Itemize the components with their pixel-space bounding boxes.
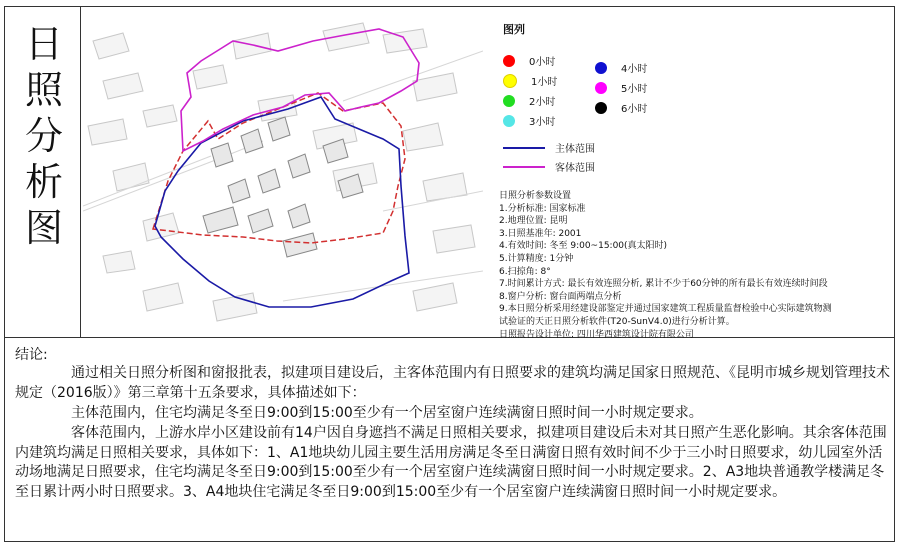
legend-panel — [499, 15, 889, 340]
building-shape — [211, 143, 233, 167]
legend-item-0h — [503, 53, 555, 68]
legend-label: 1小时 — [531, 77, 558, 88]
legend-label: 主体范围 — [555, 144, 595, 155]
legend-label: 2小时 — [529, 97, 556, 108]
legend-title: 图列 — [503, 23, 525, 36]
site-plan-map — [83, 11, 483, 333]
guest-range-boundary — [181, 29, 419, 151]
legend-item-4h — [595, 60, 647, 75]
building-shape — [143, 105, 177, 127]
param-item: 3.日照基准年: 2001 — [499, 228, 582, 239]
building-shape — [268, 117, 290, 141]
color-dot-icon — [595, 82, 607, 94]
title-char: 分 — [24, 114, 63, 158]
title-column — [5, 7, 81, 337]
building-shape — [103, 251, 135, 273]
building-shape — [413, 73, 457, 101]
conclusion-heading: 结论: — [15, 347, 48, 363]
title-char: 日 — [24, 22, 63, 66]
building-shape — [323, 23, 369, 51]
conclusion-paragraph: 客体范围内，上游水岸小区建设前有14户因自身遮挡不满足日照相关要求，拟建项目建设后未对其日照产生恶化影响。其余客体范围内建筑均满足日照相关要求，具体如下：1、A1地块幼儿园主要生活用房满足冬至日满窗日照有效时间不少于三小时日照要求，幼儿园室外活动场地满足日照要求，住宅均满足冬至日9:00到15:00至少有一个居室窗户连续满窗日照时间一小时规定要求。2、A3地块普通教学楼满足冬至日累计两小时日照要求。3、A4地块住宅满足冬至日9:00到15:00至少有一个居室窗户连续满窗日照时间一小时规定要求。 — [15, 425, 887, 500]
analysis-parameters — [499, 190, 894, 341]
params-heading: 日照分析参数设置 — [499, 191, 572, 201]
building-shape — [403, 123, 443, 151]
building-shape — [248, 209, 273, 233]
legend-label: 6小时 — [621, 104, 648, 115]
legend-item-6h — [595, 100, 647, 115]
building-shape — [288, 204, 310, 228]
legend-item-guest-range — [503, 159, 595, 174]
building-shape — [143, 283, 183, 311]
building-shape — [433, 225, 475, 253]
color-dot-icon — [503, 115, 515, 127]
title-char: 照 — [24, 68, 63, 112]
building-shape — [88, 119, 127, 145]
building-shape — [233, 33, 271, 59]
road-line — [83, 156, 211, 206]
conclusion-section — [5, 338, 894, 541]
param-item: 7.时间累计方式: 最长有效连照分析, 累计不少于60分钟的所有最长有效连续时间段 — [499, 279, 828, 290]
legend-item-3h — [503, 113, 555, 128]
building-shape — [288, 154, 310, 178]
param-item: 8.窗户分析: 窗台面两端点分析 — [499, 291, 622, 302]
building-shape — [241, 129, 263, 153]
building-shape — [203, 207, 238, 233]
road-line — [343, 51, 483, 101]
building-shape — [103, 73, 143, 99]
color-dot-icon — [503, 95, 515, 107]
legend-label: 客体范围 — [555, 163, 595, 174]
param-item: 6.扫掠角: 8° — [499, 266, 551, 277]
param-item: 9.本日照分析采用经建设部鉴定并通过国家建筑工程质量监督检验中心实际建筑物测 — [499, 304, 832, 315]
building-shape — [93, 33, 129, 59]
building-shape — [283, 233, 317, 257]
legend-label: 5小时 — [621, 84, 648, 95]
top-section — [5, 7, 894, 338]
title-char: 析 — [24, 160, 63, 204]
legend-label: 3小时 — [529, 117, 556, 128]
param-item: 日照报告设计单位: 四川华西建筑设计院有限公司 — [499, 329, 694, 340]
building-shape — [258, 169, 280, 193]
param-item: 5.计算精度: 1分钟 — [499, 253, 574, 264]
conclusion-paragraph: 通过相关日照分析图和窗报批表，拟建项目建设后，主客体范围内有日照要求的建筑均满足国家日照规范、《昆明市城乡规划管理技术规定（2016版）》第三章第十五条要求，具体描述如下： — [15, 365, 890, 401]
legend-item-main-range — [503, 140, 595, 155]
legend-item-1h — [503, 73, 557, 88]
legend-item-5h — [595, 80, 647, 95]
building-shape — [228, 179, 250, 203]
legend-label: 4小时 — [621, 64, 648, 75]
param-item: 4.有效时间: 冬至 9:00~15:00(真太阳时) — [499, 241, 668, 252]
param-item: 1.分析标准: 国家标准 — [499, 203, 586, 214]
color-dot-icon — [595, 62, 607, 74]
param-item: 试验证的天正日照分析软件(T20-SunV4.0)进行分析计算。 — [499, 316, 735, 327]
conclusion-paragraph: 主体范围内，住宅均满足冬至日9:00到15:00至少有一个居室窗户连续满窗日照时间一小时规定要求。 — [15, 405, 703, 421]
vertical-title — [19, 21, 69, 251]
color-dot-icon — [503, 74, 517, 88]
legend-item-2h — [503, 93, 555, 108]
color-dot-icon — [595, 102, 607, 114]
line-sample-icon — [503, 166, 545, 168]
legend-label: 0小时 — [529, 57, 556, 68]
drawing-frame — [4, 6, 895, 542]
surrounding-buildings — [88, 23, 475, 321]
building-shape — [193, 65, 227, 89]
title-char: 图 — [24, 206, 63, 250]
building-shape — [423, 173, 467, 201]
color-dot-icon — [503, 55, 515, 67]
param-item: 2.地理位置: 昆明 — [499, 216, 568, 227]
building-shape — [413, 283, 457, 311]
line-sample-icon — [503, 147, 545, 149]
